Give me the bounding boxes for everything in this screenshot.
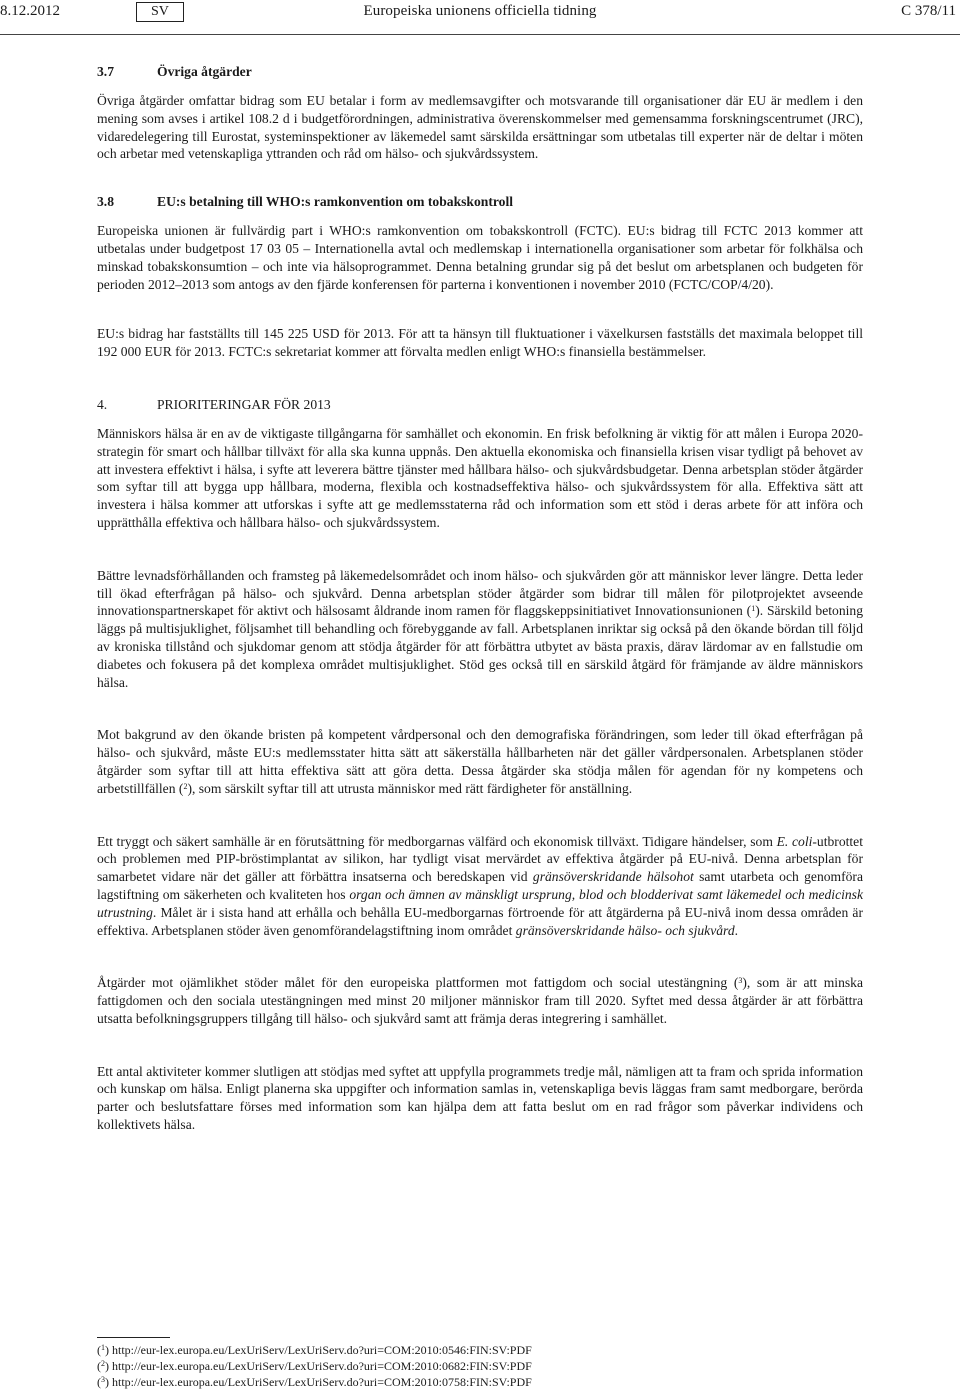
footnote-link[interactable]: http://eur-lex.europa.eu/LexUriServ/LexUriServ.do?uri=COM:2010:0758:FIN:SV:PDF: [112, 1375, 532, 1389]
paragraph: EU:s bidrag har fastställts till 145 225 USD för 2013. För att ta hänsyn till fluktuationer i växelkursen fastställs det maximala beloppet till 192 000 EUR för 2013. FCTC:s sekretariat kommer att förvalta medlen enligt WHO:s finansiella bestämmelser.: [97, 326, 863, 360]
section-number: 4.: [97, 396, 108, 412]
footnote-link[interactable]: http://eur-lex.europa.eu/LexUriServ/LexUriServ.do?uri=COM:2010:0546:FIN:SV:PDF: [112, 1343, 532, 1357]
section-number: 3.8: [97, 194, 114, 210]
italic-term: organ och ämnen av mänskligt ursprung, blod och blodderivat samt läkemedel och medicinsk utrustning: [97, 886, 863, 920]
journal-title: Europeiska unionens officiella tidning: [363, 3, 597, 19]
italic-term: E. coli: [776, 833, 813, 849]
section-heading-3-7: [97, 63, 863, 81]
paragraph: Ett antal aktiviteter kommer slutligen att stödjas med syftet att uppfylla programmets tredje mål, nämligen att ta fram och sprida information och kunskap om hälsa. Enligt planerna ska uppgifter och information samlas in, vetenskapliga bevis läggas fram samt medborgare, berörda parter och beslutsfattare förses med information som kan hjälpa dem att fatta beslut om en rad frågor som påverkar individens och kollektivets hälsa.: [97, 1063, 863, 1133]
paragraph: Bättre levnadsförhållanden och framsteg på läkemedelsområdet och inom hälso- och sjukvården gör att människor lever längre. Detta leder till ökad efterfrågan på hälso- och sjukvård. Denna arbetsplan stöder åtgärder som bidrar till målen för pilotprojektet avseende innovationspartnerskapet för aktivt och hälsosamt åldrande inom ramen för flaggskeppsinitiativet Innovationsunionen ($^1$). Särskild betoning läggs på multisjuklighet, följsamhet till behandling och förebyggande av fall. Arbetsplanen inriktar sig också på den ökande bördan till följd av kroniska tillstånd och sjukdomar genom att stödja åtgärder för att förbättra utbytet av bästa praxis, därav lärdomar av en fallstudie om diabetes och fokusera på det komplexa området multisjuklighet. Stöd ges också till en särskild åtgärd för främjande av äldre människors hälsa.: [97, 567, 863, 690]
footnote: ($^1$) http://eur-lex.europa.eu/LexUriServ/LexUriServ.do?uri=COM:2010:0546:FIN:SV:PDF: [97, 1343, 532, 1357]
footnote-ref[interactable]: 3: [738, 976, 743, 986]
footnote-ref[interactable]: 2: [183, 781, 188, 791]
italic-term: gränsöverskridande hälsohot: [532, 869, 694, 885]
paragraph: Människors hälsa är en av de viktigaste tillgångarna för samhället och ekonomin. En frisk befolkning är viktig för att målen i Europa 2020-strategin för smart och hållbar tillväxt för alla ska kunna uppnås. Den aktuella ekonomiska och finansiella krisen visar tydligt på behovet av att investera effektivt i hälsa, i syfte att leverera bättre tjänster med hållbara hälso- och sjukvårdsbudgetar. Denna arbetsplan stöder åtgärder som syftar till att bygga upp hållbara, moderna, flexibla och kostnadseffektiva hälso- och sjukvårdssystem för alla. Effektiva sätt att investera i hälsa kommer att utforskas i syfte att ge medlemsstaterna råd och information som ett stöd i deras arbete för att införa och upprätthålla effektiva och hållbara hälso- och sjukvårdssystem.: [97, 425, 863, 530]
footnotes: [97, 1342, 532, 1390]
paragraph: Mot bakgrund av den ökande bristen på kompetent vårdpersonal och den demografiska förändringen, som leder till ökad efterfrågan på hälso- och sjukvård, måste EU:s medlemsstater hitta sätt att säkerställa hållbarheten när det gäller vårdpersonalen. Arbetsplanen stöder åtgärder som syftar till att hitta effektiva sätt att göra detta. Dessa åtgärder ska stödja målen för agendan för ny kompetens och arbetstillfällen ($^2$), som särskilt syftar till att utrusta människor med rätt färdigheter för anställning.: [97, 727, 863, 796]
footnote-ref[interactable]: 1: [751, 604, 756, 614]
publication-date: 8.12.2012: [0, 3, 60, 19]
main-content: [97, 63, 863, 1134]
page-header: [0, 3, 960, 25]
page-reference: C 378/11: [901, 3, 956, 19]
footnote-link[interactable]: http://eur-lex.europa.eu/LexUriServ/LexUriServ.do?uri=COM:2010:0682:FIN:SV:PDF: [112, 1359, 532, 1373]
italic-term: gränsöverskridande hälso- och sjukvård: [515, 922, 735, 938]
language-badge: SV: [136, 2, 184, 22]
paragraph: Ett tryggt och säkert samhälle är en förutsättning för medborgarnas välfärd och ekonomisk tillväxt. Tidigare händelser, som E. coli-utbrottet och problemen med PIP-bröstimplantat av silikon, har tydligt visat mervärdet av effektiva åtgärder på EU-nivå. Denna arbetsplan för samarbetet vidare när det gäller att förbättra insatserna och beredskapen vid gränsöverskridande hälsohot samt utarbeta och genomföra lagstiftning om säkerheten och kvaliteten hos organ och ämnen av mänskligt ursprung, blod och blodderivat samt läkemedel och medicinsk utrustning. Målet är i sista hand att erhålla och behålla EU-medborgarnas förtroende för att åtgärderna på EU-nivå inom dessa områden är effektiva. Arbetsplanen stöder även genomförandelagstiftning inom området gränsöverskridande hälso- och sjukvård.: [97, 833, 863, 938]
section-title: EU:s betalning till WHO:s ramkonvention om tobakskontroll: [157, 194, 514, 210]
footnote: ($^2$) http://eur-lex.europa.eu/LexUriServ/LexUriServ.do?uri=COM:2010:0682:FIN:SV:PDF: [97, 1359, 532, 1373]
paragraph: Europeiska unionen är fullvärdig part i WHO:s ramkonvention om tobakskontroll (FCTC). EU:s bidrag till FCTC 2013 kommer att utbetalas under budgetpost 17 03 05 – Internationella avtal och medlemskap i internationella organisationer som arbetar för folkhälsa och minskad tobakskonsumtion – och inte via hälsoprogrammet. Denna betalning grundar sig på det beslut om arbetsplanen och budgeten för perioden 2012–2013 som antogs av den fjärde konferensen för parterna i konventionen i november 2010 (FCTC/COP/4/20).: [97, 223, 863, 292]
footnote: ($^3$) http://eur-lex.europa.eu/LexUriServ/LexUriServ.do?uri=COM:2010:0758:FIN:SV:PDF: [97, 1375, 532, 1389]
header-divider: [0, 34, 960, 35]
paragraph: Åtgärder mot ojämlikhet stöder målet för den europeiska plattformen mot fattigdom och social utestängning ($^3$), som är att minska fattigdomen och den sociala utestängningen med minst 20 miljoner människor fram till 2020. Syftet med dessa åtgärder är att förbättra utsatta befolkningsgruppers tillgång till hälso- och sjukvård samt att främja deras integrering i samhället.: [97, 975, 863, 1026]
section-heading-4: [97, 396, 863, 414]
footnote-divider: [97, 1337, 170, 1338]
section-heading-3-8: [97, 193, 863, 211]
paragraph: Övriga åtgärder omfattar bidrag som EU betalar i form av medlemsavgifter och motsvarande till organisationer där EU är medlem i den mening som avses i artikel 108.2 d i budgetförordningen, administrativa överenskommelser med gemensamma forskningscentrumet (JRC), vidaredelegering till Eurostat, systeminspektioner av läkemedel samt särskilda ersättningar som utbetalas till experter när de deltar i möten och arbetar med vetenskapliga yttranden och råd om hälso- och sjukvårdssystem.: [97, 93, 863, 162]
section-title: Övriga åtgärder: [157, 64, 252, 79]
section-number: 3.7: [97, 64, 114, 79]
section-title: PRIORITERINGAR FÖR 2013: [157, 396, 331, 412]
